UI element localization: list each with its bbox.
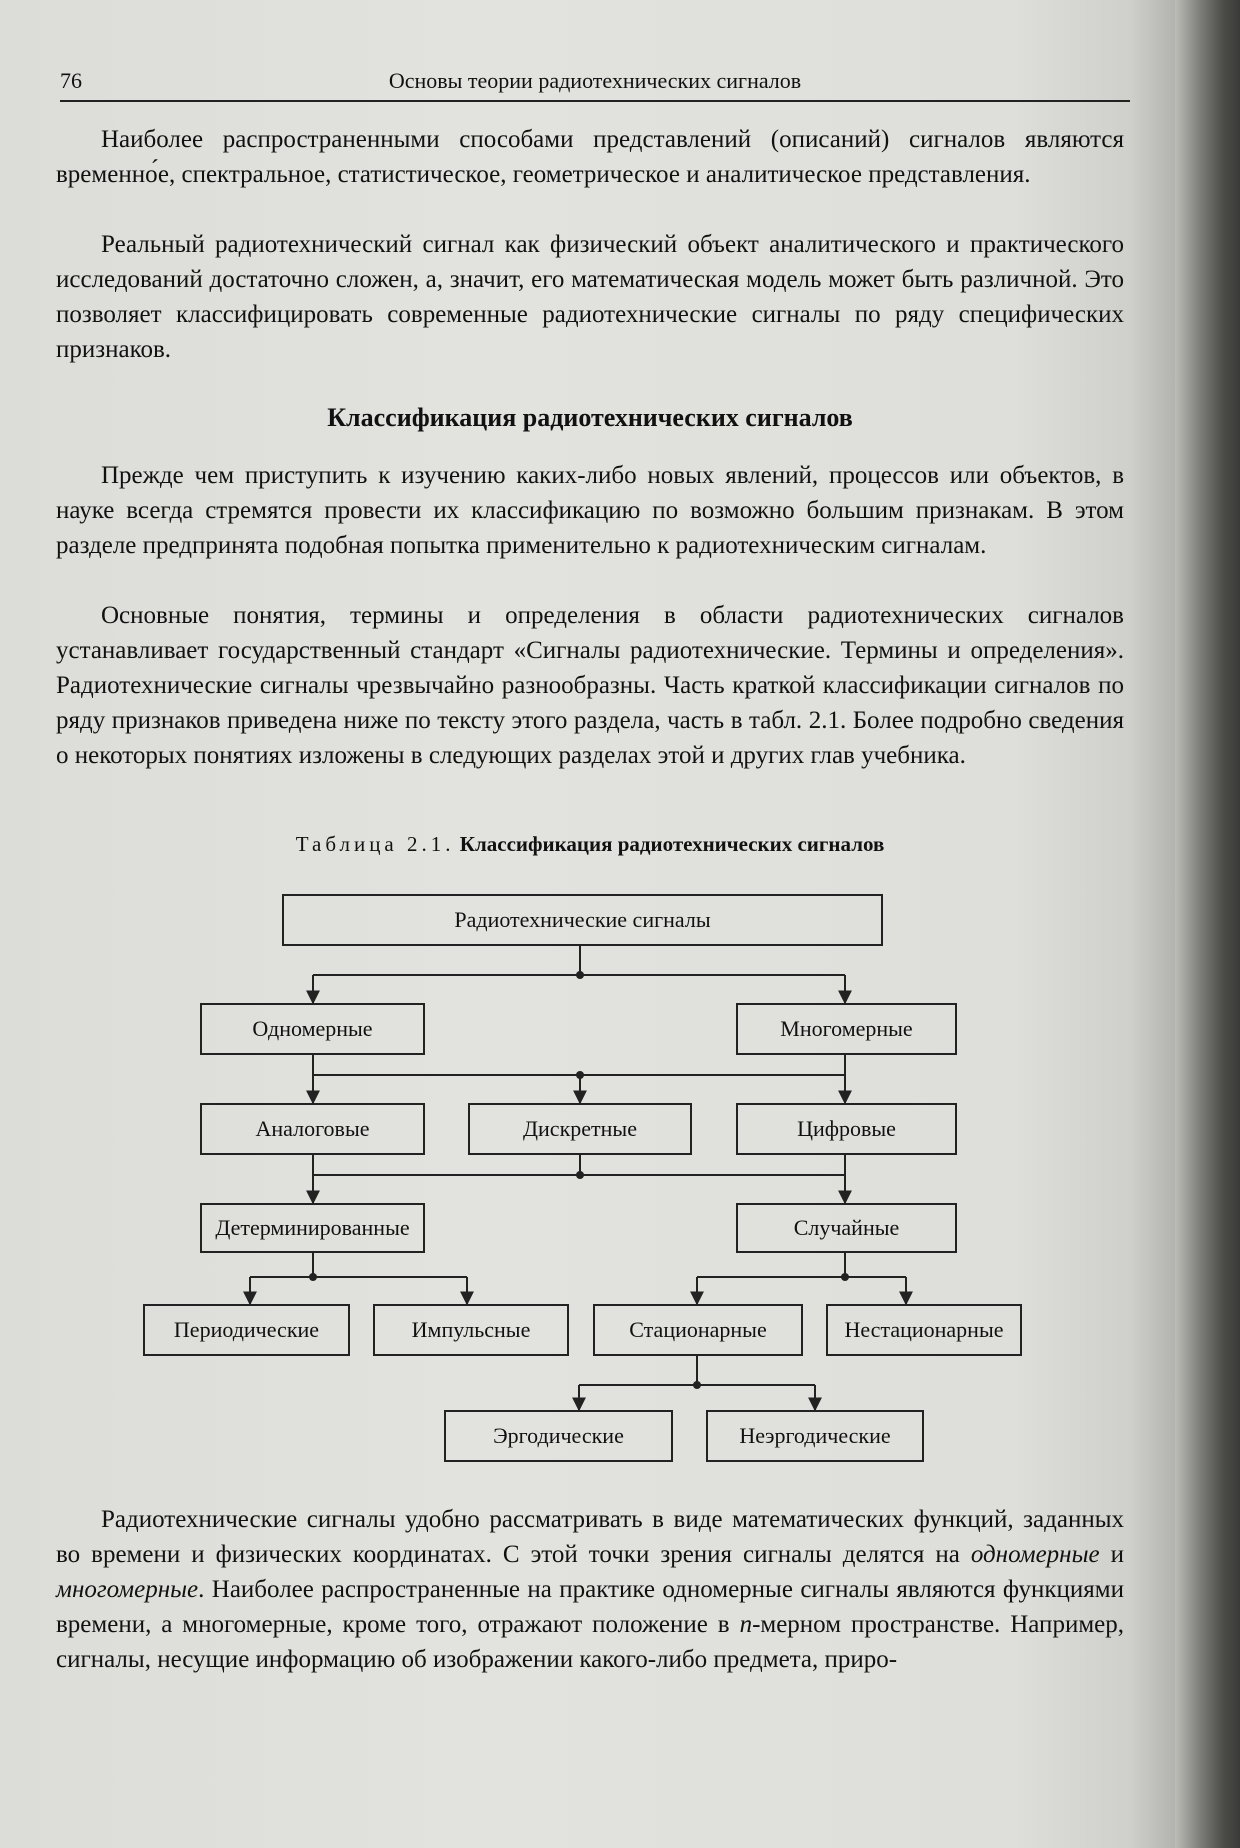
node-nonstationary: Нестационарные [826, 1304, 1022, 1356]
node-periodic: Периодические [143, 1304, 350, 1356]
page-number: 76 [60, 68, 82, 93]
running-title: Основы теории радиотехнических сигналов [388, 68, 802, 93]
term-one-dimensional: одномерные [970, 1541, 1100, 1568]
node-multi-dimensional: Многомерные [736, 1003, 957, 1055]
paragraph-5 [56, 1502, 1124, 1677]
term-n: n [739, 1611, 753, 1638]
paragraph-5-text-d: -мерном пространстве. Например, сигналы, несущие информацию об изображении какого-либо предмета, приро- [56, 1611, 1124, 1673]
term-multi-dimensional: многомерные [56, 1576, 199, 1603]
node-stationary: Стационарные [593, 1304, 803, 1356]
node-discrete: Дискретные [468, 1103, 692, 1155]
node-nonergodic: Неэргодические [706, 1410, 924, 1462]
paragraph-5-text-b: и [1099, 1541, 1124, 1568]
paragraph-1-text: Наиболее распространенными способами представлений (описаний) сигналов являются временно́е, спектральное, статистическое, геометрическое и аналитическое представления. [56, 126, 1124, 188]
node-deterministic: Детерминированные [200, 1203, 425, 1253]
paragraph-3-text: Прежде чем приступить к изучению каких-либо новых явлений, процессов или объектов, в науке всегда стремятся провести их классификацию по возможно большим признакам. В этом разделе предпринята подобная попытка применительно к радиотехническим сигналам. [56, 462, 1124, 559]
paragraph-5-text-a: Радиотехнические сигналы удобно рассматривать в виде математических функций, заданных во времени и физических координатах. С этой точки зрения сигналы делятся на [56, 1506, 1124, 1568]
table-title: Классификация радиотехнических сигналов [459, 832, 885, 856]
paragraph-4-text: Основные понятия, термины и определения в области радиотехнических сигналов устанавливает государственный стандарт «Сигналы радиотехнические. Термины и определения». Радиотехнические сигналы чрезвычайно разнообразны. Часть краткой классификации сигналов по ряду признаков приведена ниже по тексту этого раздела, часть в табл. 2.1. Более подробно сведения о некоторых понятиях изложены в следующих разделах этой и других глав учебника. [56, 602, 1124, 769]
node-impulse: Импульсные [373, 1304, 569, 1356]
section-title: Классификация радиотехнических сигналов [327, 403, 853, 432]
node-one-dimensional: Одномерные [200, 1003, 425, 1055]
node-radio-signals: Радиотехнические сигналы [282, 894, 883, 946]
node-analog: Аналоговые [200, 1103, 425, 1155]
node-digital: Цифровые [736, 1103, 957, 1155]
node-random: Случайные [736, 1203, 957, 1253]
table-label: Таблица 2.1. [295, 832, 455, 856]
node-ergodic: Эргодические [444, 1410, 673, 1462]
paragraph-5-text-c: . Наиболее распространенные на практике одномерные сигналы являются функциями времени, а многомерные, кроме того, отражают положение в [56, 1576, 1124, 1638]
paragraph-2-text: Реальный радиотехнический сигнал как физический объект аналитического и практического исследований достаточно сложен, а, значит, его математическая модель может быть различной. Это позволяет классифицировать современные радиотехнические сигналы по ряду специфических признаков. [56, 231, 1124, 363]
